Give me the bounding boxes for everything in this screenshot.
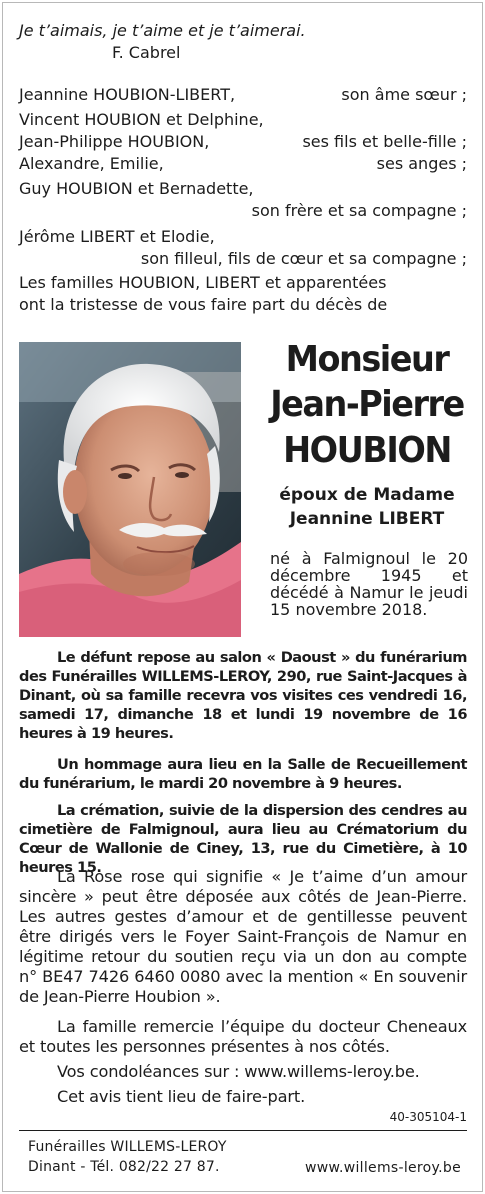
paragraph-notice: Cet avis tient lieu de faire-part. (57, 1087, 306, 1106)
family-name: Jeannine HOUBION-LIBERT, (19, 85, 236, 104)
announcement-line: Les familles HOUBION, LIBERT et apparentées (19, 273, 387, 292)
family-name: Jérôme LIBERT et Elodie, (19, 227, 215, 246)
family-line (19, 109, 467, 153)
birth-death-dates: né à Falmignoul le 20 décembre 1945 et décédé à Namur le jeudi 15 novembre 2018. (270, 549, 468, 619)
family-relation: ses anges ; (376, 154, 467, 173)
paragraph-condolences: Vos condoléances sur : www.willems-leroy.be. (57, 1062, 420, 1081)
deceased-first-name: Jean-Pierre (270, 384, 464, 425)
family-name: Guy HOUBION et Bernadette, (19, 179, 254, 198)
quote-author: F. Cabrel (112, 43, 181, 62)
family-line (19, 84, 467, 106)
footer-company: Funérailles WILLEMS-LEROY (28, 1139, 227, 1155)
paragraph-tribute: Un hommage aura lieu en la Salle de Recueillement du funérarium, le mardi 20 novembre à 9 heures. (19, 756, 467, 792)
footer-divider (19, 1130, 467, 1131)
spouse-line: époux de Madame (279, 485, 455, 505)
family-line (19, 226, 467, 270)
family-relation: son frère et sa compagne ; (251, 201, 467, 220)
announcement-line: ont la tristesse de vous faire part du décès de (19, 295, 388, 314)
family-relation: son filleul, fils de cœur et sa compagne ; (140, 249, 467, 268)
announcement (19, 272, 467, 316)
quote-text: Je t’aimais, je t’aime et je t’aimerai. (19, 21, 306, 40)
footer-phone: Dinant - Tél. 082/22 27 87. (28, 1159, 220, 1175)
deceased-title: Monsieur (285, 339, 449, 380)
spouse-name: Jeannine LIBERT (289, 509, 445, 529)
family-name: Vincent HOUBION et Delphine, (19, 110, 264, 129)
footer-website-link[interactable]: www.willems-leroy.be (305, 1160, 461, 1176)
family-name: Alexandre, Emilie, (19, 154, 164, 173)
family-relation: son âme sœur ; (341, 85, 467, 104)
paragraph-cremation: La crémation, suivie de la dispersion des cendres au cimetière de Falmignoul, aura lieu au Crématorium du Cœur de Wallonie de Ciney, 13, rue du Cimetière, à 10 heures 15. (19, 802, 467, 876)
family-relation: ses fils et belle-fille ; (302, 132, 467, 151)
deceased-last-name: HOUBION (283, 430, 451, 471)
portrait-photo (19, 342, 241, 637)
family-line (19, 178, 467, 222)
paragraph-donations: La Rose rose qui signifie « Je t’aime d’un amour sincère » peut être déposée aux côtés de Jean-Pierre. Les autres gestes d’amour et de gentillesse peuvent être dirigés vers le Foyer Saint-François de Namur en légitime retour du soutien reçu via un don au compte n° BE47 7426 6460 0080 avec la mention « En souvenir de Jean-Pierre Houbion ». (19, 867, 467, 1006)
paragraph-visitation: Le défunt repose au salon « Daoust » du funérarium des Funérailles WILLEMS-LEROY, 290, rue Saint-Jacques à Dinant, où sa famille recevra vos visites ces vendredi 16, samedi 17, dimanche 18 et lundi 19 novembre de 16 heures à 19 heures. (19, 649, 467, 742)
paragraph-thanks: La famille remercie l’équipe du docteur Cheneaux et toutes les personnes présentes à nos côtés. (19, 1017, 467, 1056)
family-line (19, 153, 467, 175)
portrait-illustration (19, 342, 241, 637)
reference-number: 40-305104-1 (389, 1110, 467, 1124)
family-name: Jean-Philippe HOUBION, (19, 132, 210, 151)
